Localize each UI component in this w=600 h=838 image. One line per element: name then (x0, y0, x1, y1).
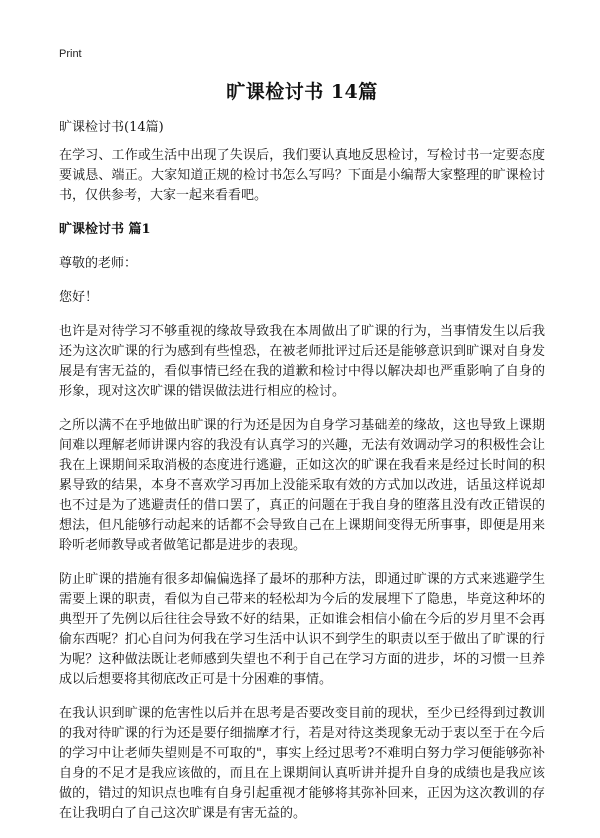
body-paragraph: 之所以满不在乎地做出旷课的行为还是因为自身学习基础差的缘故，这也导致上课期间难以理解老师讲课内容的我没有认真学习的兴趣，无法有效调动学习的积极性会让我在上课期间采取消极的态度进行逃避，正如这次的旷课在我看来是经过长时间的积累导致的结果，本身不喜欢学习再加上没能采取有效的方式加以改进，话虽这样说却也不过是为了逃避责任的借口罢了，真正的问题在于我自身的堕落且没有改正错误的想法，但凡能够行动起来的话都不会导致自己在上课期间变得无所事事，即便是用来聆听老师教导或者做笔记都是进步的表现。 (59, 418, 545, 553)
greeting: 您好！ (59, 290, 99, 305)
document-body (59, 80, 545, 838)
intro-paragraph: 在学习、工作或生活中出现了失误后，我们要认真地反思检讨，写检讨书一定要态度要诚恳、端正。大家知道正规的检讨书怎么写吗？下面是小编帮大家整理的旷课检讨书，仅供参考，大家一起来看看吧。 (59, 148, 545, 203)
body-paragraph: 也许是对待学习不够重视的缘故导致我在本周做出了旷课的行为，当事情发生以后我还为这次旷课的行为感到有些惶恐，在被老师批评过后还是能够意识到旷课对自身发展是有害无益的，看似事情已经在我的道歉和检讨中得以解决却也严重影响了自身的形象，现对这次旷课的错误做法进行相应的检讨。 (59, 324, 545, 399)
salutation: 尊敬的老师： (59, 256, 138, 271)
body-paragraph: 防止旷课的措施有很多却偏偏选择了最坏的那种方法，即通过旷课的方式来逃避学生需要上课的职责，看似为自己带来的轻松却为今后的发展埋下了隐患，毕竟这种坏的典型开了先例以后往往会导致不好的结果，正如谁会相信小偷在今后的岁月里不会再偷东西呢？扪心自问为何我在学习生活中认识不到学生的职责以至于做出了旷课的行为呢？这种做法既让老师感到失望也不利于自己在学习方面的进步，坏的习惯一旦养成以后想要将其彻底改正可是十分困难的事情。 (59, 572, 545, 687)
document-subtitle: 旷课检讨书(14篇) (59, 120, 164, 135)
section-heading: 旷课检讨书 篇1 (59, 222, 151, 237)
body-paragraph: 在我认识到旷课的危害性以后并在思考是否要改变目前的现状，至少已经得到过教训的我对待旷课的行为还是要仔细揣摩才行，若是对待这类现象无动于衷以至于在今后的学习中让老师失望则是不可取的"，事实上经过思考?不难明白努力学习便能够弥补自身的不足才是我应该做的，而且在上课期间认真听讲并提升自身的成绩也是我应该做的，错过的知识点也唯有自身引起重视才能够将其弥补回来，正因为这次教训的存在让我明白了自己这次旷课是有害无益的。 (59, 706, 545, 821)
print-link[interactable]: Print (59, 48, 82, 60)
document-title: 旷课检讨书 14篇 (226, 81, 378, 103)
